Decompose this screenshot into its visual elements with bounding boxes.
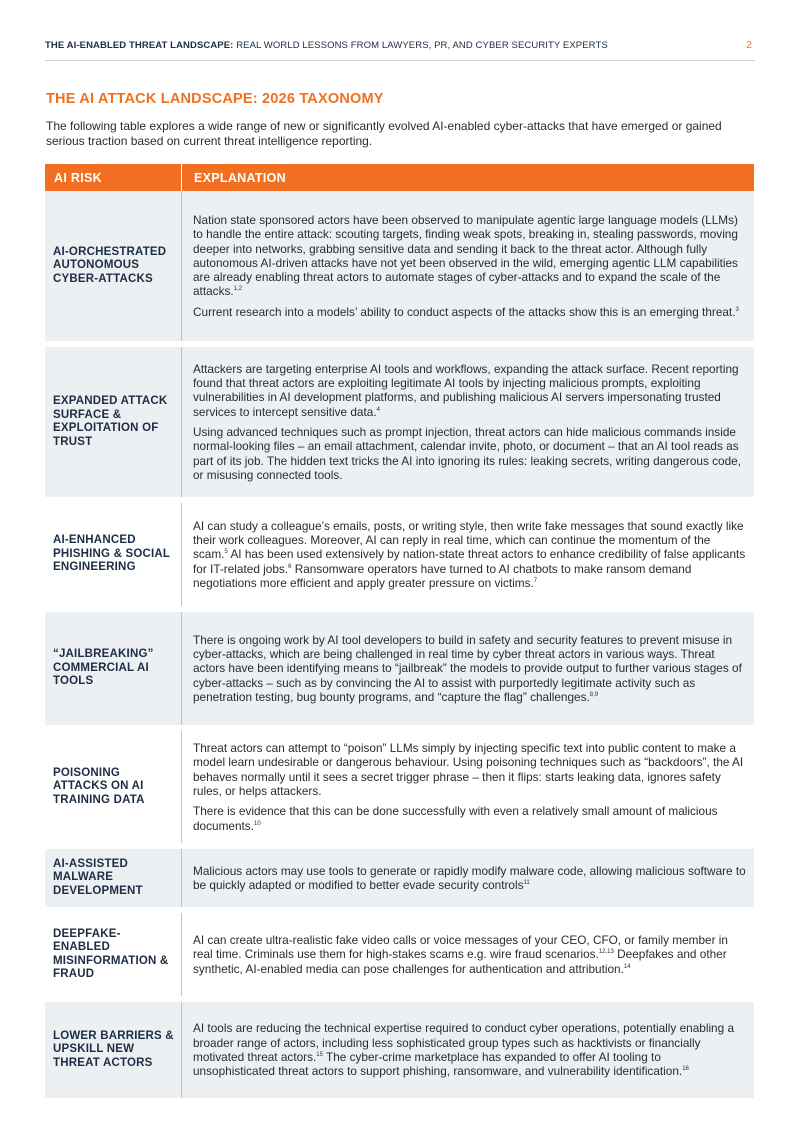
- risk-explanation: [182, 731, 754, 843]
- table-header-row: [45, 164, 754, 191]
- risk-label: LOWER BARRIERS & UPSKILL NEW THREAT ACTORS: [45, 1002, 182, 1098]
- footnote-ref: 4: [376, 406, 380, 413]
- risk-label: DEEPFAKE-ENABLED MISINFORMATION & FRAUD: [45, 913, 182, 996]
- table-row: [45, 849, 754, 907]
- footnote-ref: 16: [682, 1066, 689, 1073]
- explanation-paragraph: [193, 741, 746, 798]
- explanation-paragraph: [193, 633, 746, 704]
- explanation-paragraph: [193, 519, 746, 590]
- intro-paragraph: The following table explores a wide range of new or significantly evolved AI-enabled cyber-attacks that have emerged or gained serious traction based on current threat intelligence reporting.: [46, 119, 722, 148]
- explanation-text: Ransomware operators have turned to AI chatbots to make ransom demand negotiations more efficient and apply greater pressure on victims.: [193, 561, 692, 590]
- footnote-ref: 8,9: [589, 691, 599, 698]
- explanation-paragraph: [193, 305, 746, 319]
- footnote-ref: 3: [735, 306, 739, 313]
- column-header-risk: AI RISK: [54, 170, 102, 185]
- risk-explanation: [182, 191, 754, 341]
- risk-explanation: [182, 849, 754, 907]
- risk-label: EXPANDED ATTACK SURFACE & EXPLOITATION OF TRUST: [45, 347, 182, 497]
- header-title: [45, 40, 608, 51]
- risk-label: “JAILBREAKING” COMMERCIAL AI TOOLS: [45, 612, 182, 725]
- footnote-ref: 6: [288, 563, 292, 570]
- explanation-text: There is evidence that this can be done successfully with even a relatively small amount of malicious documents.: [193, 804, 718, 833]
- footnote-ref: 1,2: [233, 286, 242, 293]
- explanation-paragraph: [193, 804, 746, 833]
- risk-label: AI-ORCHESTRATED AUTONOMOUS CYBER-ATTACKS: [45, 191, 182, 341]
- explanation-paragraph: [193, 362, 746, 419]
- explanation-text: AI has been used extensively by nation-state threat actors to enhance credibility of false applicants for IT-related jobs.: [193, 547, 746, 576]
- page-header: [45, 40, 755, 61]
- explanation-text: Deepfakes and other synthetic, AI-enabled media can pose challenges for authentication and attribution.: [193, 947, 727, 976]
- explanation-text: AI tools are reducing the technical expertise required to conduct cyber operations, potentially enabling a broader range of actors, including less sophisticated group types such as hacktivists or financially motivated threat actors.: [193, 1021, 735, 1064]
- table-row: [45, 191, 754, 341]
- explanation-text: AI can create ultra-realistic fake video calls or voice messages of your CEO, CFO, or family member in real time. Criminals use them for high-stakes scams e.g. wire fraud scenarios.: [193, 933, 728, 962]
- explanation-paragraph: [193, 425, 746, 482]
- footnote-ref: 5: [224, 549, 228, 556]
- table-row: [45, 913, 754, 996]
- explanation-paragraph: [193, 933, 746, 976]
- header-title-rest: REAL WORLD LESSONS FROM LAWYERS, PR, AND CYBER SECURITY EXPERTS: [233, 40, 608, 51]
- explanation-text: Nation state sponsored actors have been observed to manipulate agentic large language models (LLMs) to handle the entire attack: scouting targets, finding weak spots, breaking in, stealing passwords, moving deeper into networks, grabbing sensitive data and sending it back to the threat actor. Although fully autonomous AI-driven attacks have not yet been observed in the wild, emerging agentic LLM capabilities are already enabling threat actors to automate stages of cyber-attacks and to expand the scale of the attacks.: [193, 212, 738, 299]
- table-row: [45, 503, 754, 606]
- table-row: [45, 612, 754, 725]
- risk-explanation: [182, 347, 754, 497]
- explanation-text: Threat actors can attempt to “poison” LLMs simply by injecting specific text into public content to make a model learn undesirable or dangerous behaviour. Using poisoning techniques such as “backdoors”, the AI behaves normally until it sees a secret trigger phrase – then it flips: starts leaking data, ignores safety rules, or helps attackers.: [193, 741, 744, 798]
- risk-explanation: [182, 503, 754, 606]
- section-title: THE AI ATTACK LANDSCAPE: 2026 TAXONOMY: [46, 91, 384, 107]
- explanation-paragraph: [193, 213, 746, 299]
- table-row: [45, 731, 754, 843]
- explanation-paragraph: [193, 864, 746, 893]
- risk-label: AI-ASSISTED MALWARE DEVELOPMENT: [45, 849, 182, 907]
- footnote-ref: 11: [523, 880, 530, 886]
- header-title-bold: THE AI-ENABLED THREAT LANDSCAPE:: [45, 40, 234, 51]
- explanation-text: There is ongoing work by AI tool developers to build in safety and security features to prevent misuse in cyber-attacks, which are being challenged in real time by cyber threat actors in various ways. Threat actors have been identifying means to “jailbreak” the models to provide output to further various stages of cyber-attacks – such as by convincing the AI to assist with purportedly legitimate activity such as penetration testing, bug bounty programs, and “capture the flag” challenges.: [193, 632, 742, 704]
- page-number: 2: [746, 40, 752, 51]
- taxonomy-table: [45, 164, 754, 1098]
- explanation-text: Malicious actors may use tools to generate or rapidly modify malware code, allowing malicious software to be quickly adapted or modified to better evade security controls: [193, 863, 746, 892]
- footnote-ref: 12,13: [598, 949, 614, 956]
- risk-label: POISONING ATTACKS ON AI TRAINING DATA: [45, 731, 182, 843]
- footnote-ref: 10: [253, 820, 261, 827]
- risk-explanation: [182, 612, 754, 725]
- explanation-text: Current research into a models’ ability to conduct aspects of the attacks show this is an emerging threat.: [193, 304, 736, 319]
- explanation-paragraph: [193, 1021, 746, 1078]
- column-header-explanation: EXPLANATION: [181, 164, 754, 191]
- table-row: [45, 347, 754, 497]
- risk-explanation: [182, 1002, 754, 1098]
- footnote-ref: 15: [316, 1052, 323, 1058]
- risk-label: AI-ENHANCED PHISHING & SOCIAL ENGINEERING: [45, 503, 182, 606]
- explanation-text: Using advanced techniques such as prompt injection, threat actors can hide malicious commands inside normal-looking files – an email attachment, calendar invite, photo, or document – that an AI tool reads as part of its job. The hidden text tricks the AI into ignoring its rules: leaking secrets, writing dangerous code, or misusing connected tools.: [193, 425, 741, 482]
- explanation-text: The cyber-crime marketplace has expanded to offer AI tooling to unsophisticated threat actors to support phishing, ransomware, and vulnerability identification.: [193, 1050, 683, 1079]
- footnote-ref: 7: [533, 577, 538, 584]
- risk-explanation: [182, 913, 754, 996]
- footnote-ref: 14: [623, 963, 631, 970]
- explanation-text: Attackers are targeting enterprise AI tools and workflows, expanding the attack surface. Recent reporting found that threat actors are exploiting legitimate AI tools by injecting malicious prompts, exploiting vulnerabilities in AI development platforms, and publishing malicious AI servers impersonating trusted services to intercept sensitive data.: [193, 361, 739, 419]
- explanation-text: AI can study a colleague’s emails, posts, or writing style, then write fake messages that sound exactly like their work colleagues. Moreover, AI can reply in real time, which can continue the momentum of the scam.: [193, 518, 744, 562]
- table-row: [45, 1002, 754, 1098]
